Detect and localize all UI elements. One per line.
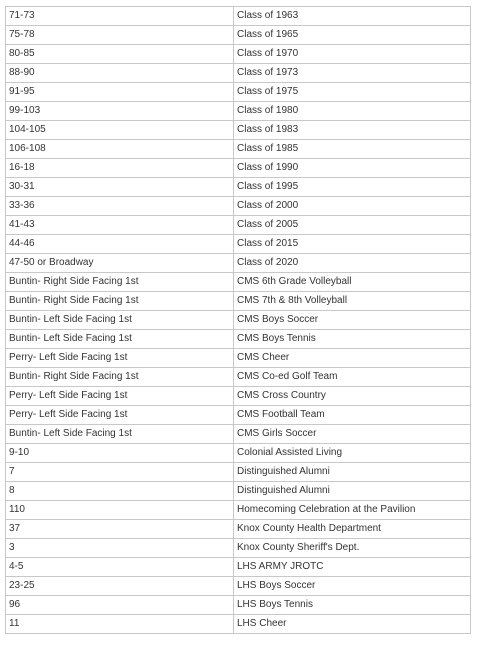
- group-cell: Distinguished Alumni: [234, 463, 471, 482]
- group-cell: Knox County Sheriff's Dept.: [234, 539, 471, 558]
- group-cell: CMS 6th Grade Volleyball: [234, 273, 471, 292]
- location-cell: 7: [6, 463, 234, 482]
- table-row: [6, 102, 471, 121]
- location-cell: 41-43: [6, 216, 234, 235]
- table-row: [6, 83, 471, 102]
- group-cell: CMS Girls Soccer: [234, 425, 471, 444]
- group-cell: Distinguished Alumni: [234, 482, 471, 501]
- location-cell: 11: [6, 615, 234, 634]
- table-row: [6, 178, 471, 197]
- location-cell: 3: [6, 539, 234, 558]
- location-cell: 23-25: [6, 577, 234, 596]
- group-cell: Class of 1975: [234, 83, 471, 102]
- location-cell: 99-103: [6, 102, 234, 121]
- group-cell: LHS Boys Tennis: [234, 596, 471, 615]
- group-cell: LHS ARMY JROTC: [234, 558, 471, 577]
- table-row: [6, 7, 471, 26]
- location-cell: Buntin- Right Side Facing 1st: [6, 368, 234, 387]
- location-cell: 110: [6, 501, 234, 520]
- group-cell: Class of 1965: [234, 26, 471, 45]
- table-row: [6, 45, 471, 64]
- location-cell: Buntin- Left Side Facing 1st: [6, 311, 234, 330]
- location-cell: 37: [6, 520, 234, 539]
- group-cell: Colonial Assisted Living: [234, 444, 471, 463]
- table-row: [6, 577, 471, 596]
- table-row: [6, 368, 471, 387]
- location-cell: 71-73: [6, 7, 234, 26]
- location-cell: Perry- Left Side Facing 1st: [6, 387, 234, 406]
- location-cell: 4-5: [6, 558, 234, 577]
- table-row: [6, 444, 471, 463]
- location-cell: 80-85: [6, 45, 234, 64]
- table-row: [6, 121, 471, 140]
- location-cell: 44-46: [6, 235, 234, 254]
- group-cell: CMS Football Team: [234, 406, 471, 425]
- location-cell: 47-50 or Broadway: [6, 254, 234, 273]
- group-cell: LHS Boys Soccer: [234, 577, 471, 596]
- table-row: [6, 539, 471, 558]
- group-cell: Homecoming Celebration at the Pavilion: [234, 501, 471, 520]
- table-row: [6, 482, 471, 501]
- group-cell: CMS Cheer: [234, 349, 471, 368]
- location-cell: Buntin- Left Side Facing 1st: [6, 425, 234, 444]
- table-row: [6, 596, 471, 615]
- table-row: [6, 197, 471, 216]
- table-body: [6, 7, 471, 634]
- location-cell: 8: [6, 482, 234, 501]
- group-cell: Class of 2020: [234, 254, 471, 273]
- table-row: [6, 425, 471, 444]
- table-row: [6, 216, 471, 235]
- location-cell: 30-31: [6, 178, 234, 197]
- table-row: [6, 520, 471, 539]
- group-cell: Class of 1983: [234, 121, 471, 140]
- group-cell: Class of 2015: [234, 235, 471, 254]
- location-cell: 16-18: [6, 159, 234, 178]
- group-cell: Class of 1980: [234, 102, 471, 121]
- location-cell: 106-108: [6, 140, 234, 159]
- table-row: [6, 292, 471, 311]
- group-cell: CMS Co-ed Golf Team: [234, 368, 471, 387]
- group-cell: Knox County Health Department: [234, 520, 471, 539]
- group-cell: Class of 1970: [234, 45, 471, 64]
- table-row: [6, 330, 471, 349]
- location-cell: 75-78: [6, 26, 234, 45]
- location-cell: 88-90: [6, 64, 234, 83]
- group-cell: Class of 1995: [234, 178, 471, 197]
- group-cell: LHS Cheer: [234, 615, 471, 634]
- table-row: [6, 387, 471, 406]
- group-cell: CMS 7th & 8th Volleyball: [234, 292, 471, 311]
- group-cell: Class of 1973: [234, 64, 471, 83]
- location-cell: Buntin- Left Side Facing 1st: [6, 330, 234, 349]
- table-row: [6, 273, 471, 292]
- table-row: [6, 311, 471, 330]
- table-row: [6, 406, 471, 425]
- group-cell: CMS Boys Soccer: [234, 311, 471, 330]
- location-cell: 96: [6, 596, 234, 615]
- location-cell: 9-10: [6, 444, 234, 463]
- table-row: [6, 26, 471, 45]
- group-cell: Class of 1990: [234, 159, 471, 178]
- location-cell: 104-105: [6, 121, 234, 140]
- table-row: [6, 558, 471, 577]
- location-cell: 33-36: [6, 197, 234, 216]
- group-cell: Class of 2005: [234, 216, 471, 235]
- location-cell: Perry- Left Side Facing 1st: [6, 406, 234, 425]
- group-cell: Class of 2000: [234, 197, 471, 216]
- location-cell: Buntin- Right Side Facing 1st: [6, 273, 234, 292]
- location-cell: Perry- Left Side Facing 1st: [6, 349, 234, 368]
- table-row: [6, 254, 471, 273]
- table-row: [6, 615, 471, 634]
- table-row: [6, 235, 471, 254]
- table-row: [6, 349, 471, 368]
- table-row: [6, 159, 471, 178]
- table-row: [6, 463, 471, 482]
- assignment-table: [5, 6, 471, 634]
- group-cell: CMS Cross Country: [234, 387, 471, 406]
- group-cell: CMS Boys Tennis: [234, 330, 471, 349]
- table-row: [6, 501, 471, 520]
- group-cell: Class of 1963: [234, 7, 471, 26]
- table-container: [5, 6, 471, 634]
- table-row: [6, 64, 471, 83]
- location-cell: 91-95: [6, 83, 234, 102]
- group-cell: Class of 1985: [234, 140, 471, 159]
- location-cell: Buntin- Right Side Facing 1st: [6, 292, 234, 311]
- table-row: [6, 140, 471, 159]
